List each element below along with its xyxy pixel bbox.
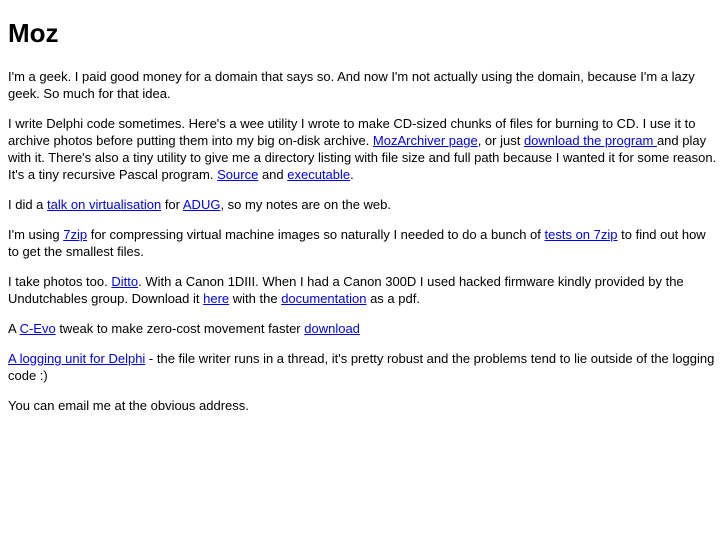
- photos-text-2: . With a Canon 1DIII. When I had a Canon 300D I used hacked firmware kindly provided by the Undutchables group. Download it: [8, 274, 684, 306]
- mozarchiver-page-link[interactable]: MozArchiver page: [372, 133, 478, 148]
- zip-text-3: to find out how to get the smallest files.: [8, 227, 706, 259]
- paragraph-7zip: [8, 226, 719, 260]
- cevo-text-1: A: [8, 321, 20, 336]
- delphi-text-1: I write Delphi code sometimes. Here's a wee utility I wrote to make CD-sized chunks of files for burning to CD. I use it to archive photos before putting them into my big on-disk archive.: [8, 116, 696, 148]
- executable-link[interactable]: executable: [287, 167, 351, 182]
- documentation-link[interactable]: documentation: [281, 291, 367, 306]
- adug-link[interactable]: ADUG: [182, 197, 221, 212]
- paragraph-photos: [8, 273, 719, 307]
- zip-text-1: I'm using: [8, 227, 64, 242]
- photos-text-3: with the: [229, 291, 282, 306]
- download-program-link[interactable]: download the program: [523, 133, 657, 148]
- tests-on-7zip-link[interactable]: tests on 7zip: [544, 227, 618, 242]
- here-link[interactable]: here: [203, 291, 230, 306]
- paragraph-talk: [8, 196, 719, 213]
- paragraph-email: [8, 397, 719, 414]
- talk-text-2: for: [161, 197, 183, 212]
- ditto-link[interactable]: Ditto: [111, 274, 139, 289]
- paragraph-cevo: [8, 320, 719, 337]
- page-title: Moz: [8, 18, 59, 48]
- source-link[interactable]: Source: [217, 167, 259, 182]
- photos-text-4: as a pdf.: [366, 291, 420, 306]
- geek-text: I'm a geek. I paid good money for a domain that says so. And now I'm not actually using the domain, because I'm a lazy geek. So much for that idea.: [8, 69, 695, 101]
- delphi-text-3: and play with it. There's also a tiny utility to give me a directory listing with file size and full path because I wanted it for some reason. It's a tiny recursive Pascal program.: [8, 133, 717, 182]
- delphi-text-2: , or just: [477, 133, 524, 148]
- talk-on-virtualisation-link[interactable]: talk on virtualisation: [47, 197, 162, 212]
- talk-text-3: , so my notes are on the web.: [220, 197, 391, 212]
- delphi-text-5: .: [350, 167, 354, 182]
- cevo-download-link[interactable]: download: [304, 321, 360, 336]
- paragraph-geek: [8, 68, 719, 102]
- 7zip-link[interactable]: 7zip: [63, 227, 88, 242]
- paragraph-logging: [8, 350, 719, 384]
- email-text: You can email me at the obvious address.: [8, 398, 249, 413]
- zip-text-2: for compressing virtual machine images so naturally I needed to do a bunch of: [87, 227, 545, 242]
- logging-unit-link[interactable]: A logging unit for Delphi: [8, 351, 146, 366]
- talk-text-1: I did a: [8, 197, 48, 212]
- paragraph-delphi: [8, 115, 719, 183]
- delphi-text-4: and: [258, 167, 288, 182]
- logging-text-1: - the file writer runs in a thread, it's pretty robust and the problems tend to lie outside of the logging code :): [8, 351, 715, 383]
- cevo-text-2: tweak to make zero-cost movement faster: [55, 321, 305, 336]
- photos-text-1: I take photos too.: [8, 274, 112, 289]
- c-evo-link[interactable]: C-Evo: [19, 321, 56, 336]
